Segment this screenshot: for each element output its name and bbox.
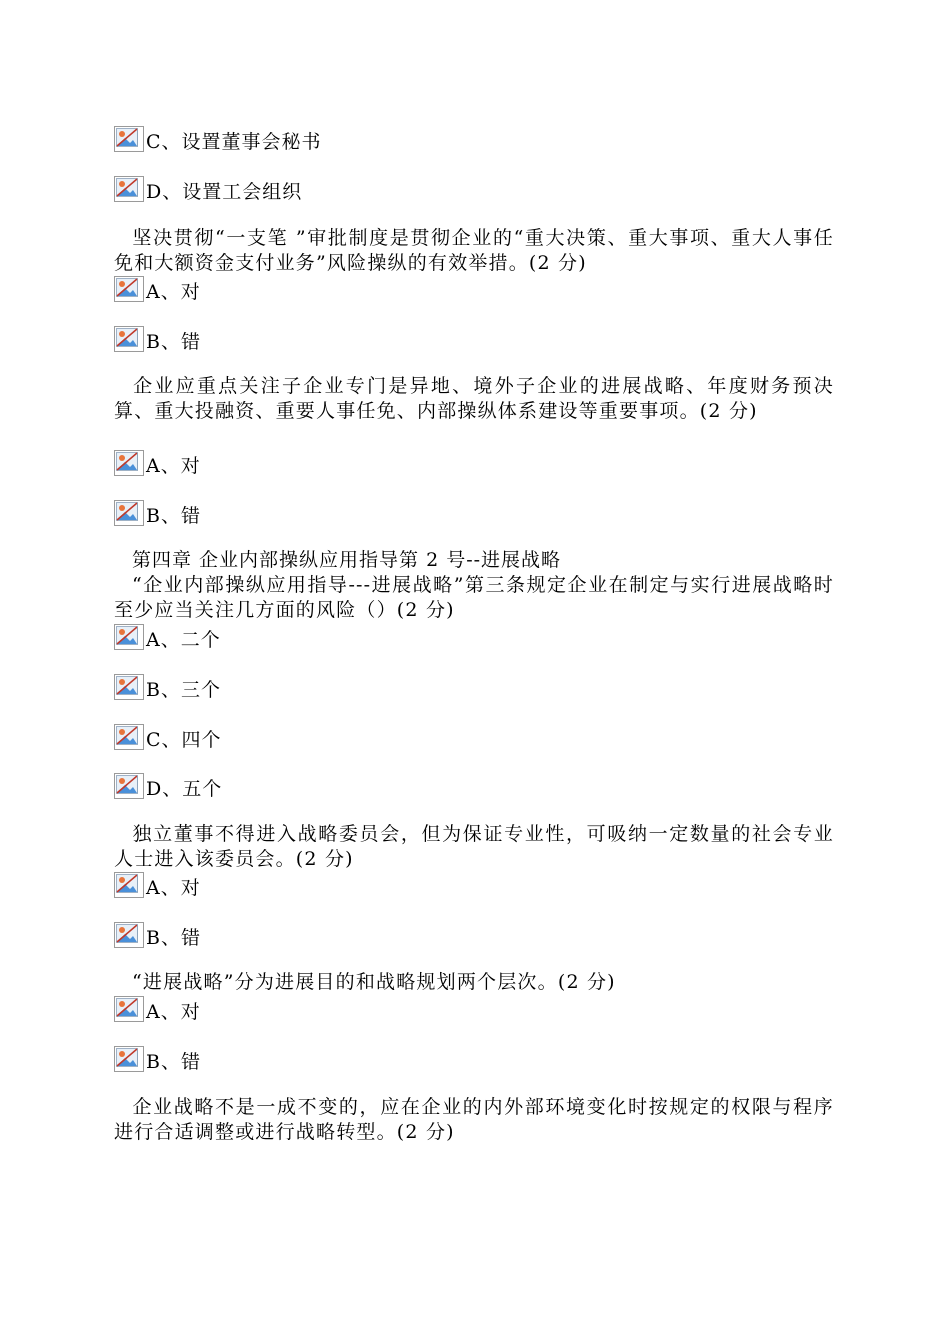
option-item[interactable]: [114, 124, 834, 152]
option-item[interactable]: [114, 274, 834, 302]
option-item[interactable]: [114, 174, 834, 202]
question-5: [114, 970, 834, 995]
broken-image-icon: [114, 724, 144, 750]
option-item[interactable]: [114, 622, 834, 650]
option-item[interactable]: [114, 324, 834, 352]
question-text: 企业战略不是一成不变的，应在企业的内外部环境变化时按规定的权限与程序进行合适调整或进行战略转型。(2 分): [114, 1096, 834, 1143]
option-label: A、对: [146, 455, 201, 477]
option-label: D、五个: [146, 778, 223, 800]
broken-image-icon: [114, 276, 144, 302]
option-label: B、错: [146, 505, 201, 527]
broken-image-icon: [114, 450, 144, 476]
option-label: A、对: [146, 281, 201, 303]
option-item[interactable]: [114, 994, 834, 1022]
question-text: 坚决贯彻“一支笔 ”审批制度是贯彻企业的“重大决策、重大事项、重大人事任免和大额资金支付业务”风险操纵的有效举措。(2 分): [114, 227, 834, 274]
question-6: [114, 1095, 834, 1145]
question-2: [114, 374, 834, 424]
broken-image-icon: [114, 1046, 144, 1072]
option-label: A、对: [146, 1001, 201, 1023]
broken-image-icon: [114, 922, 144, 948]
option-label: A、二个: [146, 629, 221, 651]
broken-image-icon: [114, 674, 144, 700]
option-item[interactable]: [114, 1044, 834, 1072]
question-3: [114, 573, 834, 623]
option-label: A、对: [146, 877, 201, 899]
option-label: B、错: [146, 1051, 201, 1073]
option-item[interactable]: [114, 448, 834, 476]
question-text: 企业应重点关注子企业专门是异地、境外子企业的进展战略、年度财务预决算、重大投融资、重要人事任免、内部操纵体系建设等重要事项。(2 分): [114, 375, 834, 422]
question-text: “企业内部操纵应用指导---进展战略”第三条规定企业在制定与实行进展战略时至少应当关注几方面的风险（）(2 分): [114, 574, 834, 621]
broken-image-icon: [114, 176, 144, 202]
option-item[interactable]: [114, 771, 834, 799]
option-item[interactable]: [114, 870, 834, 898]
option-label: B、错: [146, 927, 201, 949]
question-text: 独立董事不得进入战略委员会，但为保证专业性，可吸纳一定数量的社会专业人士进入该委员会。(2 分): [114, 823, 834, 870]
question-1: [114, 226, 834, 276]
option-item[interactable]: [114, 920, 834, 948]
broken-image-icon: [114, 872, 144, 898]
option-label: C、设置董事会秘书: [146, 131, 322, 153]
option-item[interactable]: [114, 498, 834, 526]
option-label: C、四个: [146, 729, 222, 751]
broken-image-icon: [114, 500, 144, 526]
broken-image-icon: [114, 326, 144, 352]
broken-image-icon: [114, 996, 144, 1022]
broken-image-icon: [114, 126, 144, 152]
option-label: B、三个: [146, 679, 221, 701]
question-text: “进展战略”分为进展目的和战略规划两个层次。(2 分): [132, 971, 616, 993]
option-item[interactable]: [114, 722, 834, 750]
chapter-heading: [114, 548, 834, 573]
option-item[interactable]: [114, 672, 834, 700]
option-label: D、设置工会组织: [146, 181, 303, 203]
option-label: B、错: [146, 331, 201, 353]
chapter-title: 第四章 企业内部操纵应用指导第 2 号--进展战略: [132, 549, 562, 571]
question-4: [114, 822, 834, 872]
broken-image-icon: [114, 773, 144, 799]
broken-image-icon: [114, 624, 144, 650]
